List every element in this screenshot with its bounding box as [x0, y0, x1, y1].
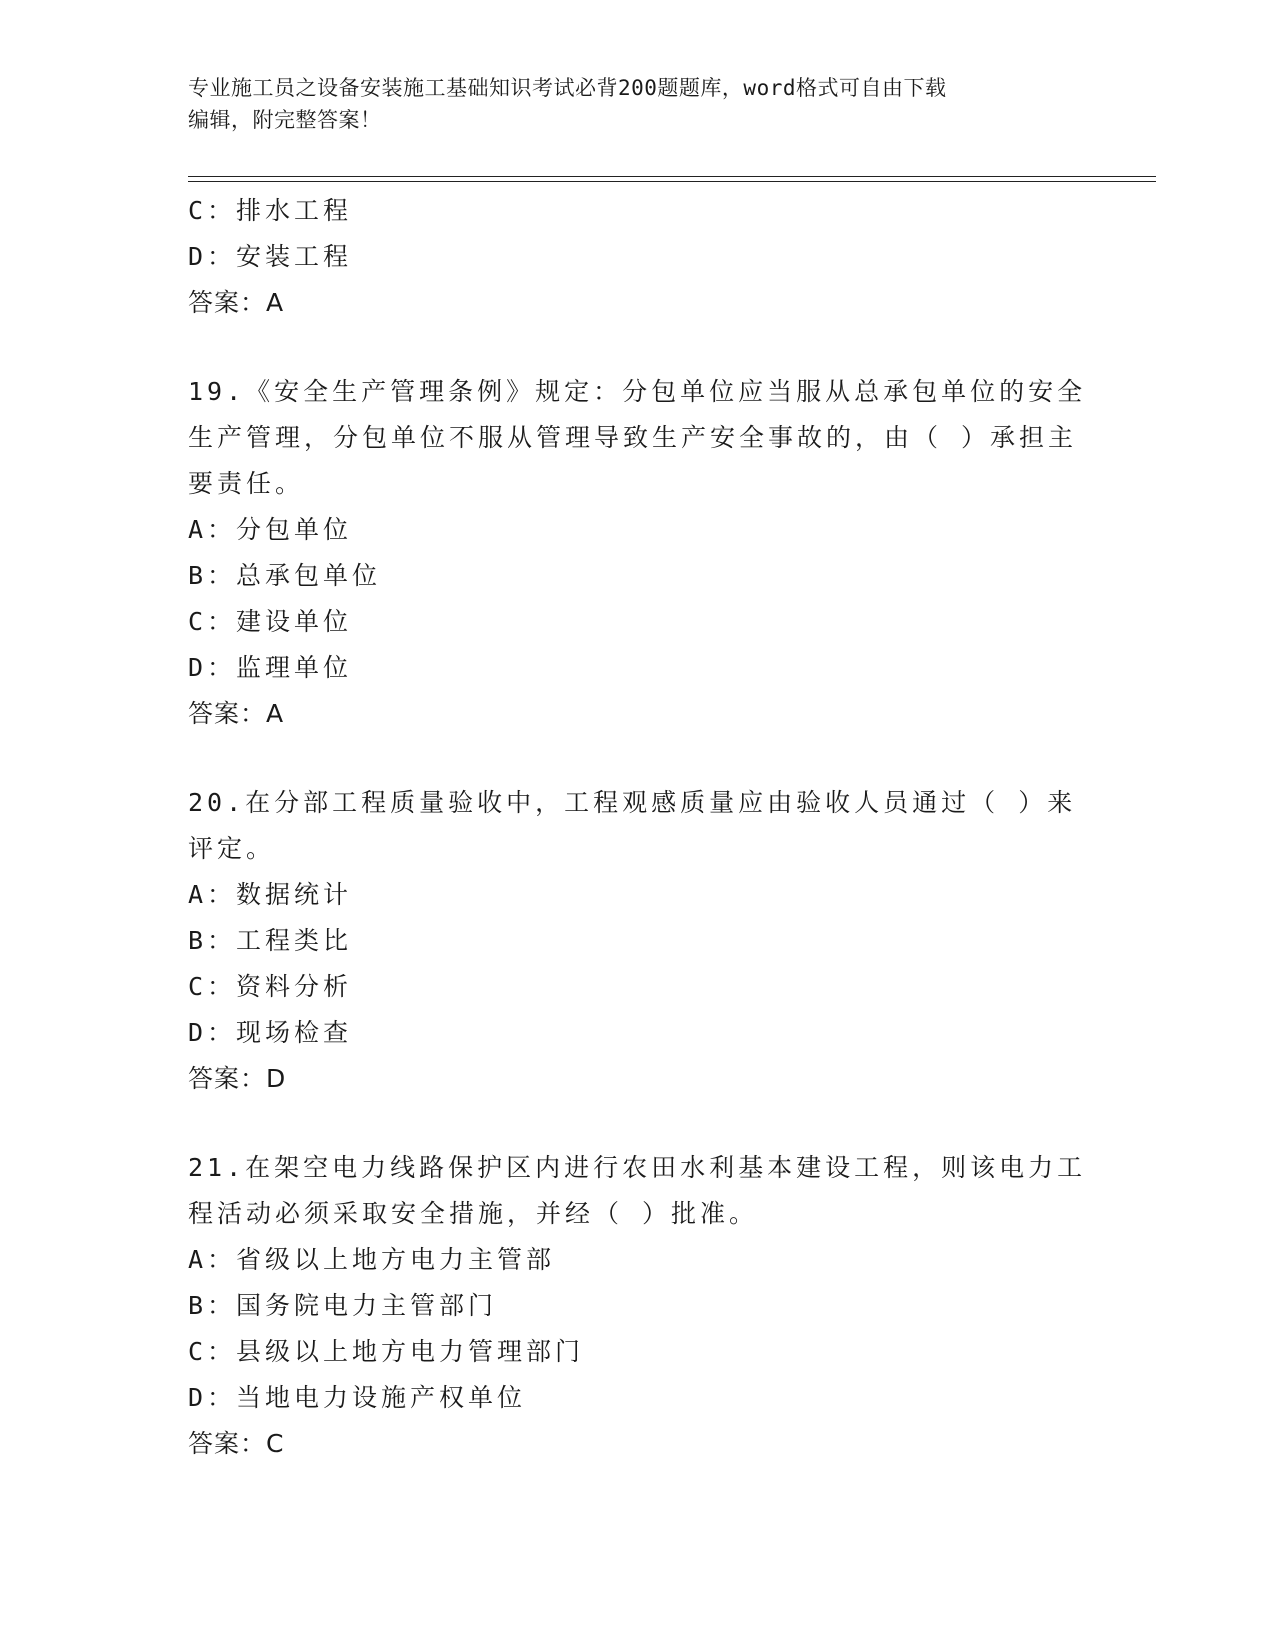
answer-line: 答案：A: [188, 288, 285, 317]
document-header: [188, 72, 1068, 136]
header-divider-bottom: [188, 181, 1156, 182]
question-text-line-1: 20.在分部工程质量验收中，工程观感质量应由验收人员通过（ ）来: [188, 788, 1077, 817]
header-line-2: 编辑，附完整答案！: [188, 108, 382, 132]
option-d: D：监理单位: [188, 653, 353, 682]
option-d: D：安装工程: [188, 242, 353, 271]
question-21: [188, 1145, 1088, 1467]
header-divider-top: [188, 176, 1156, 177]
question-text-line-3: 要责任。: [188, 469, 305, 498]
header-line-1: 专业施工员之设备安装施工基础知识考试必背200题题库，word格式可自由下载: [188, 76, 947, 100]
option-b: B：总承包单位: [188, 561, 382, 590]
question-text-line-1: 19.《安全生产管理条例》规定：分包单位应当服从总承包单位的安全: [188, 377, 1087, 406]
option-c: C：县级以上地方电力管理部门: [188, 1337, 585, 1366]
question-text-line-2: 生产管理，分包单位不服从管理导致生产安全事故的，由（ ）承担主: [188, 423, 1078, 452]
answer-line: 答案：D: [188, 1064, 287, 1093]
question-19: [188, 369, 1088, 737]
option-d: D：当地电力设施产权单位: [188, 1383, 527, 1412]
option-b: B：国务院电力主管部门: [188, 1291, 498, 1320]
question-text-line-2: 程活动必须采取安全措施，并经（ ）批准。: [188, 1199, 759, 1228]
option-c: C：排水工程: [188, 196, 353, 225]
option-b: B：工程类比: [188, 926, 353, 955]
option-c: C：建设单位: [188, 607, 353, 636]
previous-question-tail: [188, 188, 1088, 326]
option-a: A：数据统计: [188, 880, 353, 909]
answer-line: 答案：C: [188, 1429, 285, 1458]
question-text-line-2: 评定。: [188, 834, 276, 863]
option-d: D：现场检查: [188, 1018, 353, 1047]
question-text-line-1: 21.在架空电力线路保护区内进行农田水利基本建设工程，则该电力工: [188, 1153, 1087, 1182]
option-c: C：资料分析: [188, 972, 353, 1001]
question-20: [188, 780, 1088, 1102]
answer-line: 答案：A: [188, 699, 285, 728]
option-a: A：分包单位: [188, 515, 353, 544]
question-list: [188, 188, 1088, 1467]
option-a: A：省级以上地方电力主管部: [188, 1245, 556, 1274]
